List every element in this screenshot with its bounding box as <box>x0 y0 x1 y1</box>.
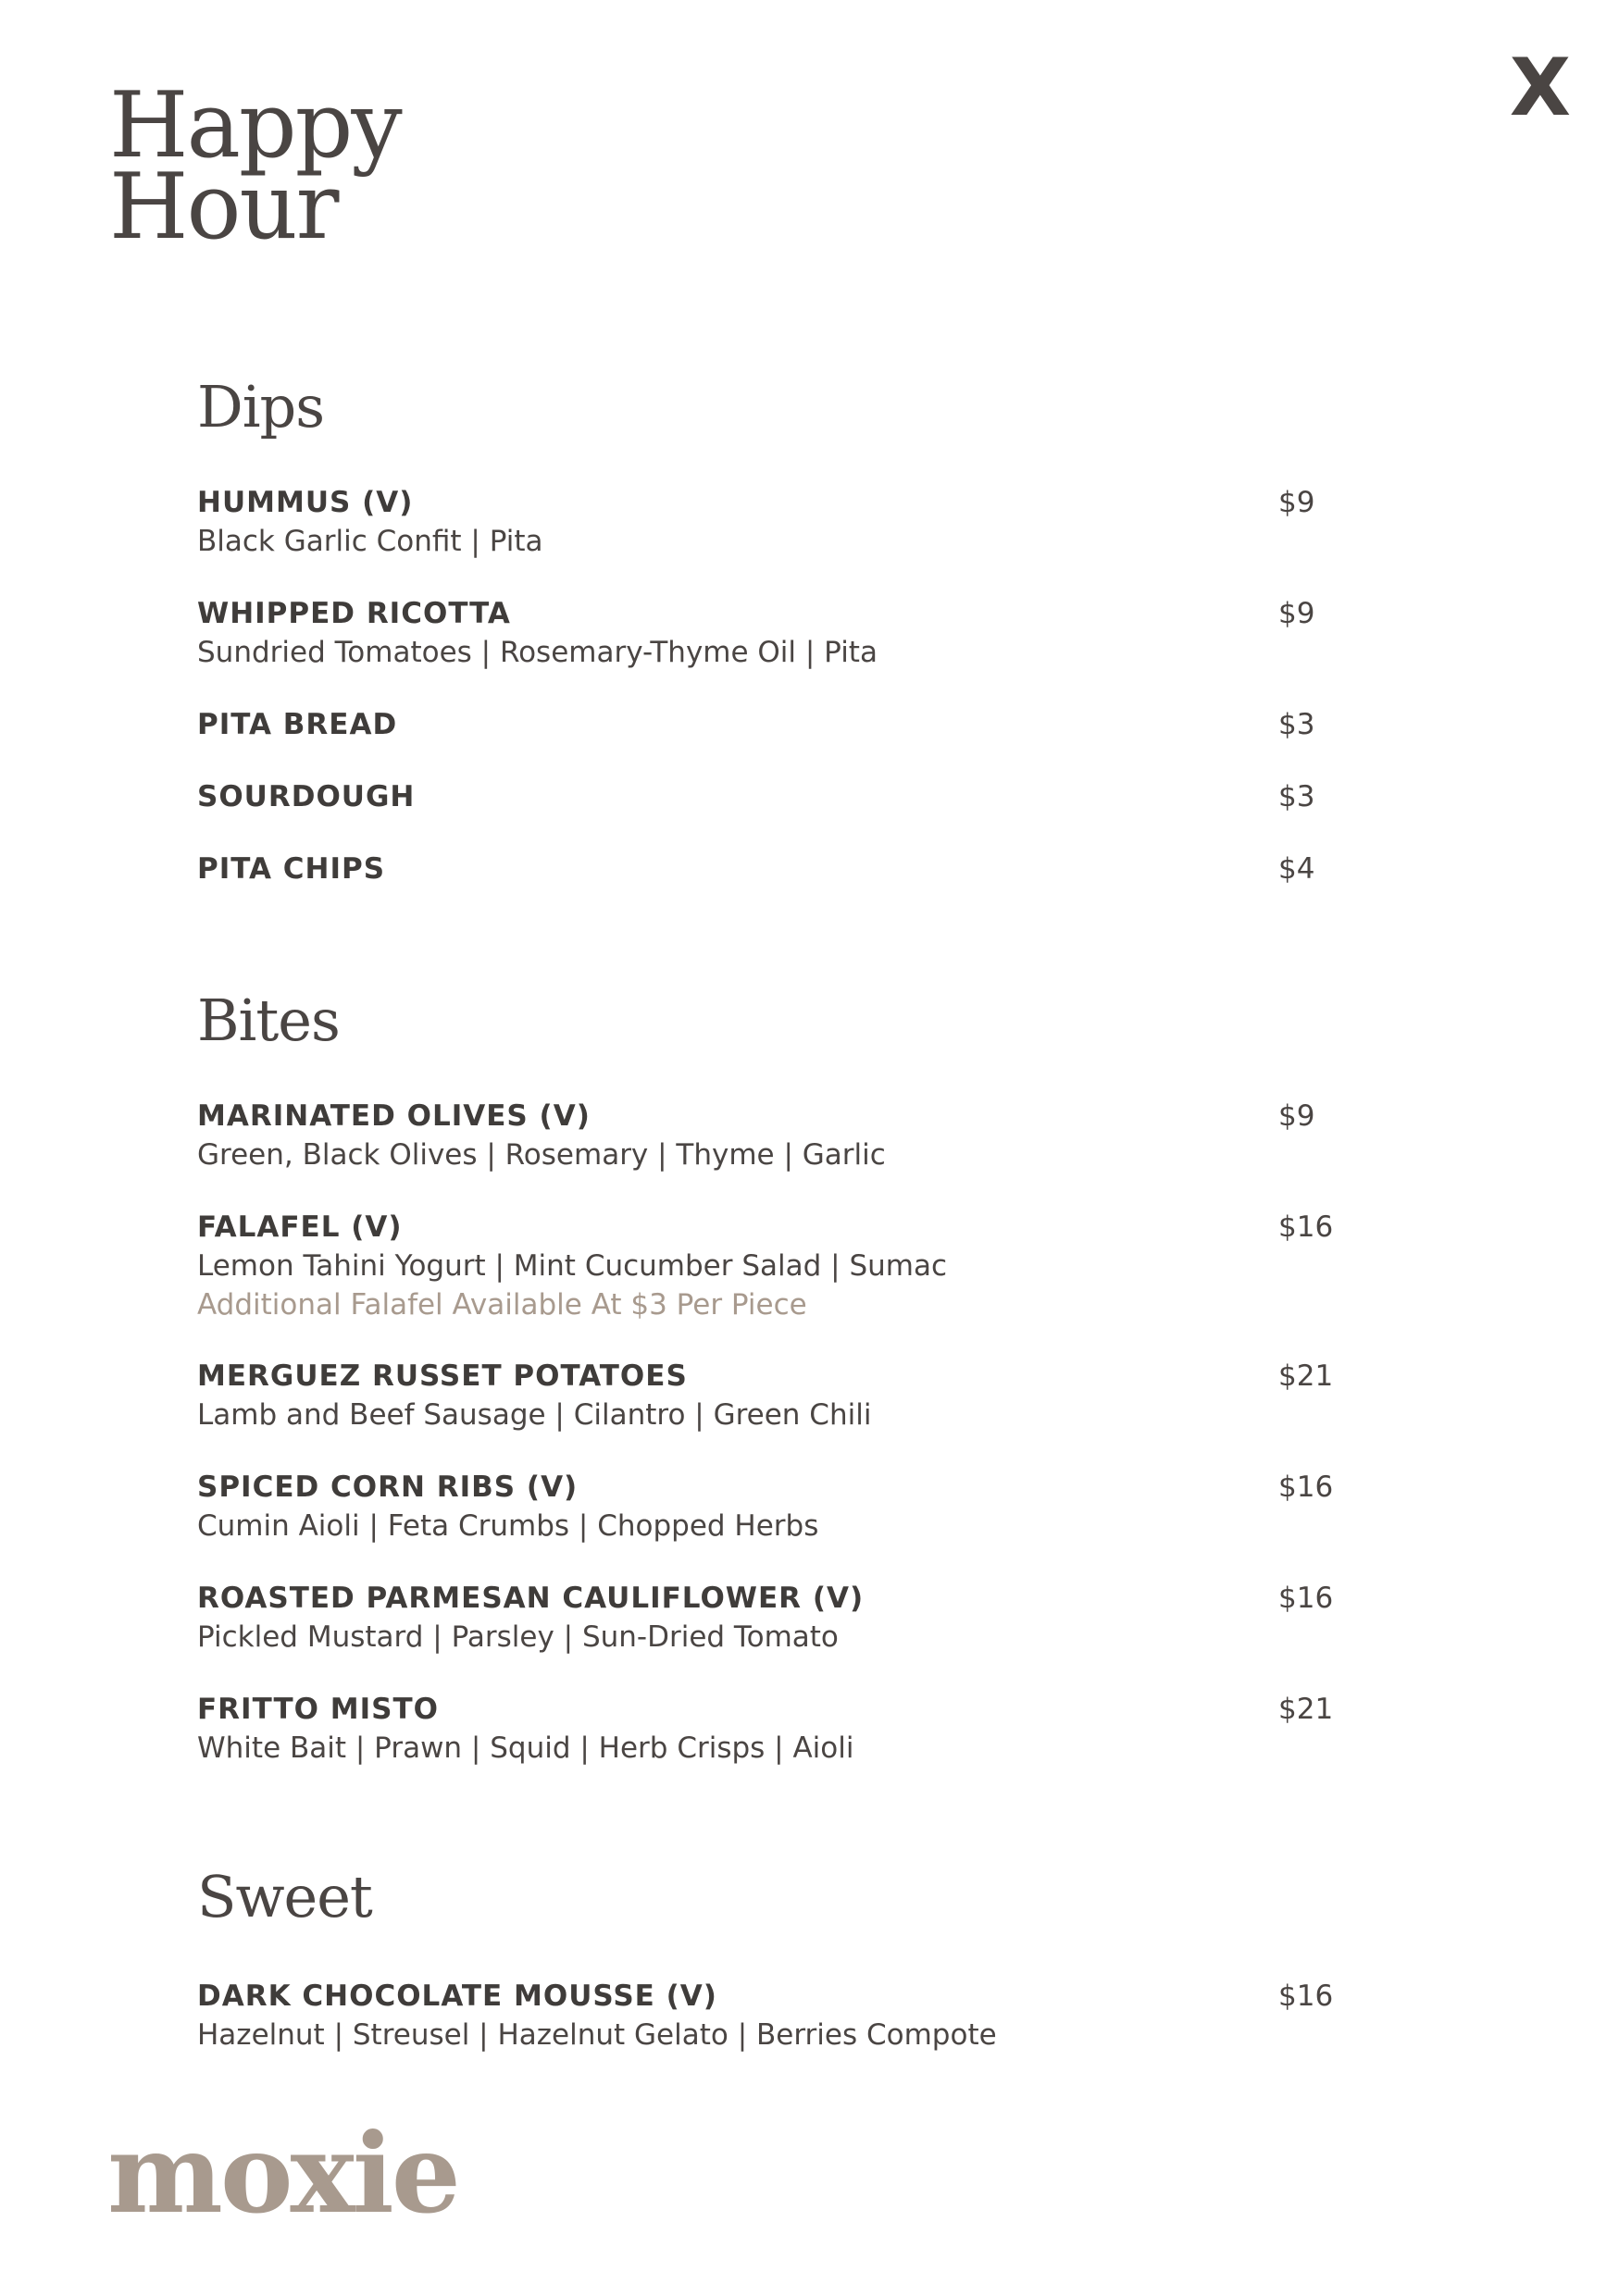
menu-item-sourdough <box>197 777 1336 816</box>
item-description: Hazelnut | Streusel | Hazelnut Gelato | Berries Compote <box>197 2018 997 2052</box>
item-description: Pickled Mustard | Parsley | Sun-Dried Tomato <box>197 1620 839 1654</box>
brand-x-mark: X <box>1509 42 1571 134</box>
item-price: $16 <box>1278 1582 1334 1615</box>
item-price: $16 <box>1278 1210 1334 1244</box>
menu-item-falafel <box>197 1208 1336 1324</box>
item-name: FALAFEL (V) <box>197 1210 403 1244</box>
item-price: $9 <box>1278 486 1315 519</box>
moxie-logo: moxie <box>107 2109 458 2238</box>
page-title <box>109 73 401 260</box>
item-description: Lamb and Beef Sausage | Cilantro | Green Chili <box>197 1398 872 1432</box>
item-name: FRITTO MISTO <box>197 1693 439 1726</box>
item-price: $21 <box>1278 1359 1334 1393</box>
menu-item-merguez-russet-potatoes <box>197 1357 1336 1434</box>
item-name: MARINATED OLIVES (V) <box>197 1099 591 1133</box>
item-description: Green, Black Olives | Rosemary | Thyme | Garlic <box>197 1138 886 1172</box>
menu-item-pita-chips <box>197 850 1336 888</box>
menu-item-spiced-corn-ribs <box>197 1468 1336 1545</box>
item-price: $9 <box>1278 1099 1315 1133</box>
item-name: PITA BREAD <box>197 708 398 741</box>
item-name: ROASTED PARMESAN CAULIFLOWER (V) <box>197 1582 865 1615</box>
item-name: DARK CHOCOLATE MOUSSE (V) <box>197 1980 717 2013</box>
item-price: $3 <box>1278 708 1315 741</box>
section-title-bites: Bites <box>197 987 340 1054</box>
section-title-dips: Dips <box>197 373 325 441</box>
menu-item-hummus <box>197 483 1336 561</box>
item-name: WHIPPED RICOTTA <box>197 597 511 630</box>
item-note: Additional Falafel Available At $3 Per Piece <box>197 1288 807 1322</box>
menu-item-pita-bread <box>197 705 1336 744</box>
item-name: MERGUEZ RUSSET POTATOES <box>197 1359 688 1393</box>
section-title-sweet: Sweet <box>197 1863 372 1930</box>
menu-item-fritto-misto <box>197 1690 1336 1768</box>
item-price: $16 <box>1278 1980 1334 2013</box>
item-name: SPICED CORN RIBS (V) <box>197 1471 579 1504</box>
menu-item-dark-chocolate-mousse <box>197 1977 1336 2054</box>
item-description: Lemon Tahini Yogurt | Mint Cucumber Salad | Sumac <box>197 1249 948 1283</box>
page-title-line1: Happy <box>109 73 401 179</box>
item-description: Sundried Tomatoes | Rosemary-Thyme Oil | Pita <box>197 636 878 669</box>
item-name: PITA CHIPS <box>197 852 386 886</box>
item-name: HUMMUS (V) <box>197 486 414 519</box>
item-description: Cumin Aioli | Feta Crumbs | Chopped Herbs <box>197 1509 819 1543</box>
item-name: SOURDOUGH <box>197 780 416 813</box>
item-price: $16 <box>1278 1471 1334 1504</box>
item-price: $3 <box>1278 780 1315 813</box>
menu-item-marinated-olives <box>197 1097 1336 1174</box>
item-price: $4 <box>1278 852 1315 886</box>
item-description: White Bait | Prawn | Squid | Herb Crisps | Aioli <box>197 1731 854 1765</box>
page-title-line2: Hour <box>109 155 338 260</box>
item-price: $21 <box>1278 1693 1334 1726</box>
menu-item-roasted-parmesan-cauliflower <box>197 1579 1336 1657</box>
menu-item-whipped-ricotta <box>197 594 1336 672</box>
item-price: $9 <box>1278 597 1315 630</box>
item-description: Black Garlic Confit | Pita <box>197 525 543 558</box>
